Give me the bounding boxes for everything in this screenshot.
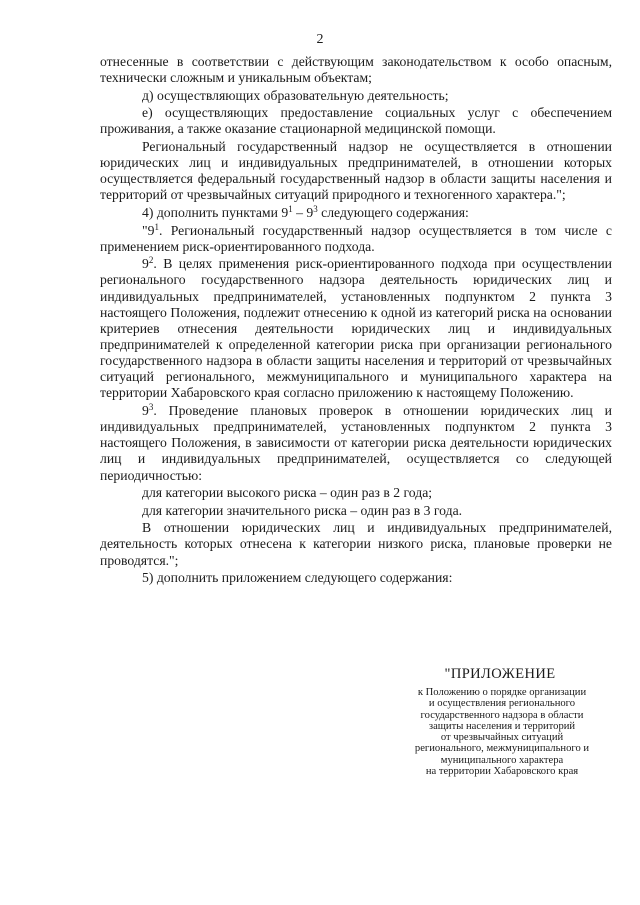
appendix-line: от чрезвычайных ситуаций (440, 732, 564, 744)
appendix-line: государственного надзора в области (420, 709, 584, 721)
text-segment: 4) дополнить пунктами 9 (142, 204, 289, 220)
list-item-d: д) осуществляющих образовательную деятельность; (142, 87, 449, 103)
page-number: 2 (316, 32, 324, 47)
list-item-high-risk: для категории высокого риска – один раз в 2 года; (142, 485, 433, 501)
paragraph-9-1 (100, 223, 612, 255)
superscript: 2 (148, 255, 154, 266)
appendix-title: "ПРИЛОЖЕНИЕ (444, 666, 556, 682)
text-segment: . В целях применения риск-ориентированного подхода при осуществлении регионального государственного надзора деятельность юридических лиц и индивидуальных предпринимателей, установленных подпунктом 2 пункта 3 настоящего Положения, подлежит отнесению к одной из категорий риска на основании критериев отнесения деятельности юридических лиц и индивидуальных предпринимателей к определенной категории риска при организации регионального государственного надзора в области защиты населения и территорий от чрезвычайных ситуаций регионального, межмуниципального и муниципального характера на территории Хабаровского края согласно приложению к настоящему Положению. (100, 256, 612, 401)
text-segment: . Проведение плановых проверок в отношении юридических лиц и индивидуальных предпринимателей, установленных подпунктом 2 пункта 3 настоящего Положения, в зависимости от категории риска деятельности юридических лиц и индивидуальных предпринимателей, осуществляется со следующей периодичностью: (100, 403, 612, 483)
text-segment: . Региональный государственный надзор осуществляется в том числе с применением риск-ориентированного подхода. (100, 222, 612, 254)
appendix-line: на территории Хабаровского края (425, 766, 579, 778)
superscript: 3 (148, 402, 154, 413)
appendix-line: регионального, межмуниципального и (414, 743, 590, 755)
paragraph-continuation: отнесенные в соответствии с действующим законодательством к особо опасным, технически сложным и уникальным объектам; (100, 54, 612, 86)
superscript: 3 (313, 203, 318, 214)
paragraph-low-risk: В отношении юридических лиц и индивидуальных предпринимателей, деятельность которых отнесена к категории низкого риска, плановые проверки не проводятся."; (100, 520, 612, 568)
paragraph-9-3 (100, 403, 612, 484)
text-segment: следующего содержания: (317, 204, 469, 220)
appendix-line: защиты населения и территорий (428, 720, 576, 732)
paragraph-item-5: 5) дополнить приложением следующего содержания: (142, 570, 453, 586)
paragraph-9-2 (100, 256, 612, 401)
superscript: 1 (154, 221, 159, 232)
text-segment: – 9 (292, 204, 314, 220)
paragraph-federal-supervision: Региональный государственный надзор не осуществляется в отношении юридических лиц и индивидуальных предпринимателей, в отношении которых осуществляется федеральный государственный надзор в области защиты населения и территорий от чрезвычайных ситуаций природного и техногенного характера."; (100, 138, 612, 203)
list-item-e: е) осуществляющих предоставление социальных услуг с обеспечением проживания, а также оказание стационарной медицинской помощи. (100, 105, 612, 137)
paragraph-item-4 (100, 205, 612, 221)
appendix-line: и осуществления регионального (428, 698, 576, 710)
appendix-line: к Положению о порядке организации (417, 687, 587, 698)
appendix-line: муниципального характера (440, 754, 564, 766)
text-segment: 9 (142, 256, 149, 272)
text-segment: "9 (142, 222, 155, 238)
list-item-significant-risk: для категории значительного риска – один раз в 3 года. (142, 502, 463, 518)
text-segment: 9 (142, 403, 149, 419)
superscript: 1 (288, 203, 293, 214)
appendix-subtitle (398, 687, 606, 777)
document-body (100, 54, 612, 588)
